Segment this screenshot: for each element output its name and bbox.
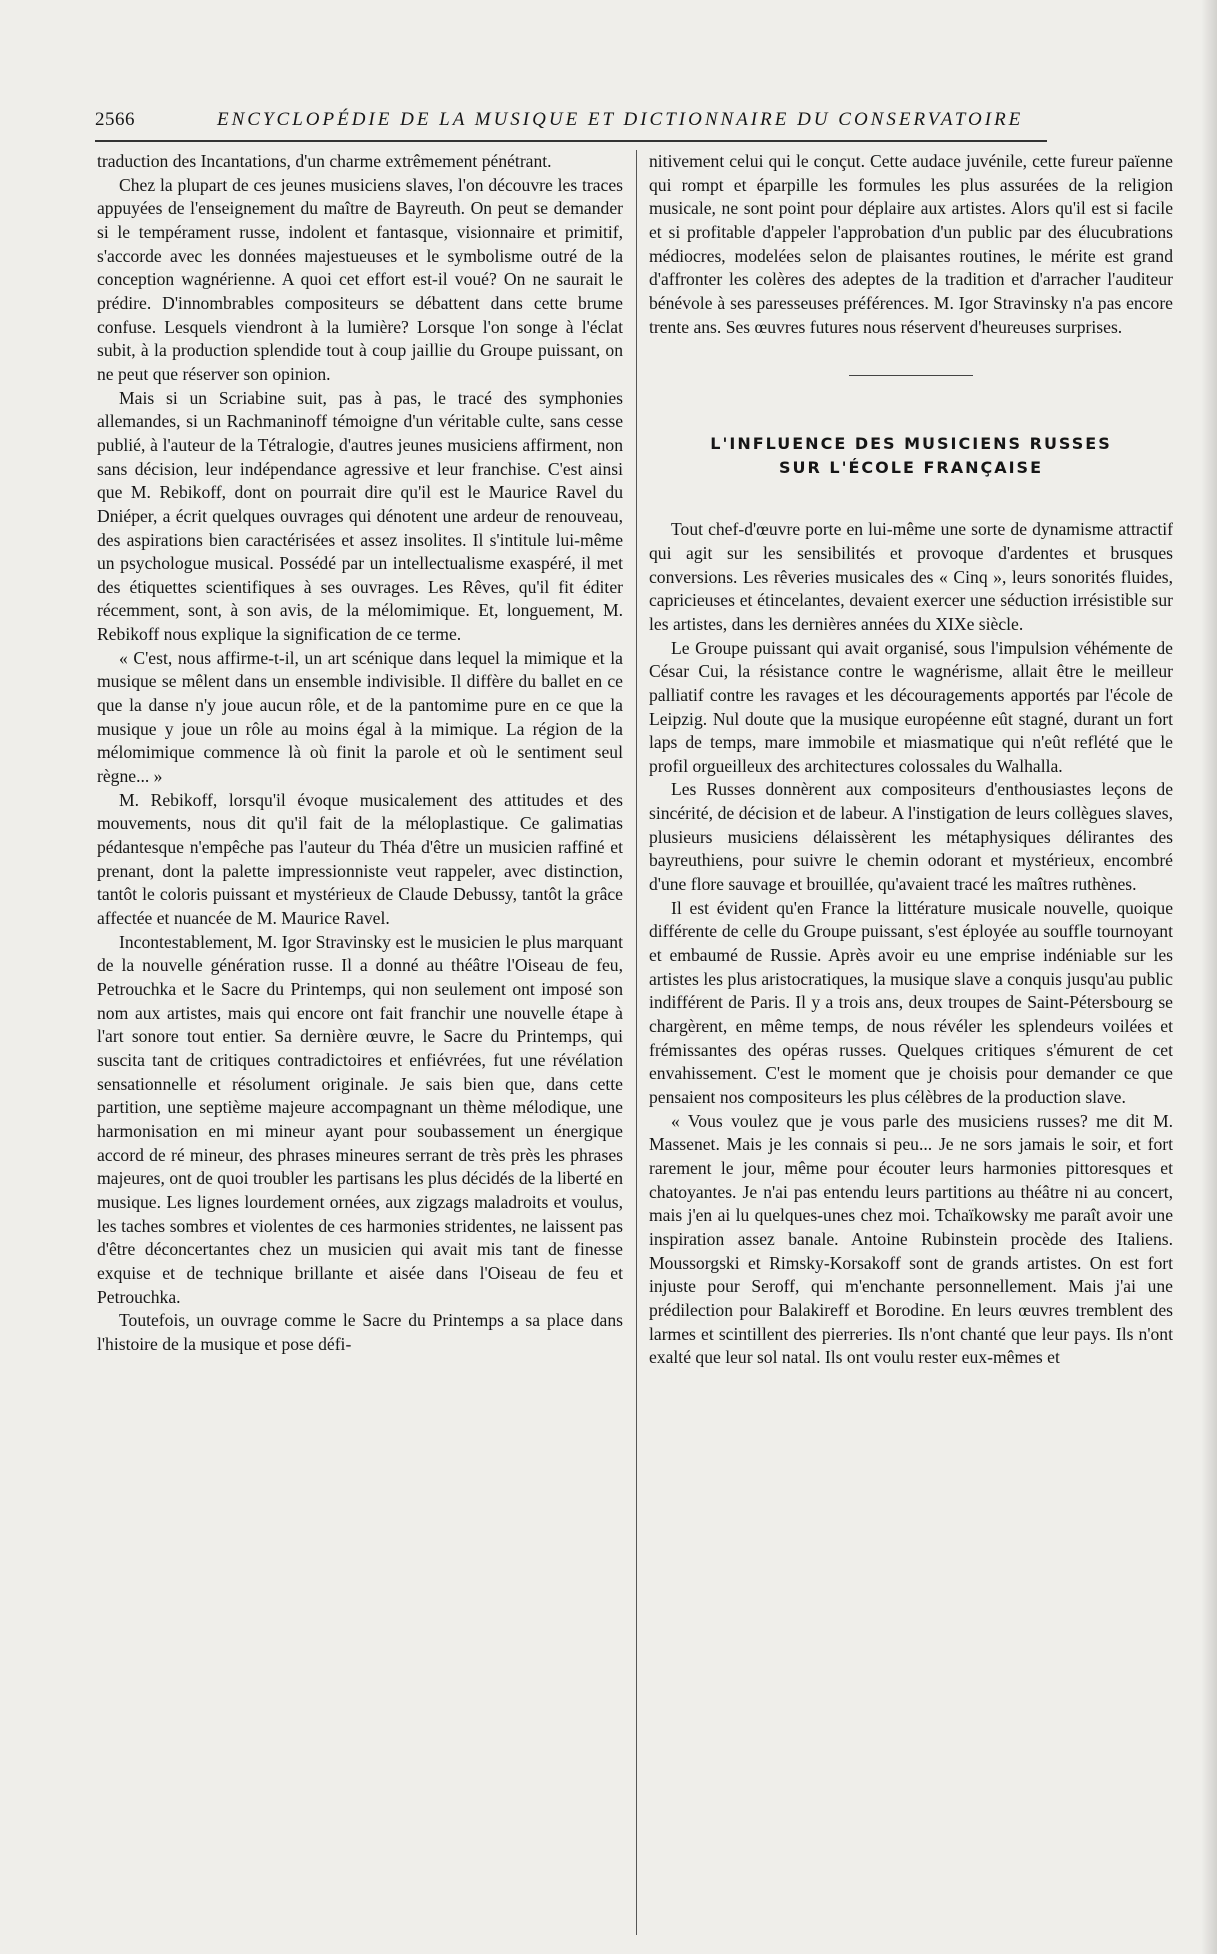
section-heading bbox=[649, 432, 1173, 480]
section-heading-line: L'INFLUENCE DES MUSICIENS RUSSES bbox=[710, 434, 1112, 454]
right-column bbox=[649, 150, 1173, 1940]
paragraph: Le Groupe puissant qui avait organisé, sous l'impulsion véhémente de César Cui, la résistance contre le wagnérisme, allait être le meilleur palliatif contre les ravages et les découragements apportés par l'école de Leipzig. Nul doute que la musique européenne eût stagné, durant un fort laps de temps, mare immobile et miasmatique qui n'eût reflété que le profil orgueilleux des architectures colossales du Walhalla. bbox=[649, 637, 1173, 776]
section-rule bbox=[849, 375, 973, 376]
paragraph: traduction des Incantations, d'un charme extrêmement pénétrant. bbox=[97, 151, 552, 171]
paragraph: Toutefois, un ouvrage comme le Sacre du Printemps a sa place dans l'histoire de la musique et pose défi- bbox=[97, 1310, 623, 1354]
paragraph: Mais si un Scriabine suit, pas à pas, le tracé des symphonies allemandes, si un Rachmaninoff témoigne d'un véritable culte, sans cesse publié, à l'auteur de la Tétralogie, d'autres jeunes musiciens affirment, non sans décision, leur indépendance agressive et leur franchise. C'est ainsi que M. Rebikoff, dont on pourrait dire qu'il est le Maurice Ravel du Dniéper, a écrit quelques ouvrages qui dénotent une ardeur de renouveau, des aspirations bien caractérisées et assez insolites. Il s'intitule lui-même un psychologue musical. Possédé par un intellectualisme exaspéré, il met des étiquettes scientifiques à ses ouvrages. Les Rêves, qu'il fit éditer récemment, sont, à son avis, de la mélomimique. Et, longuement, M. Rebikoff nous explique la signification de ce terme. bbox=[97, 387, 623, 645]
header-rule bbox=[95, 140, 1047, 142]
running-title: ENCYCLOPÉDIE DE LA MUSIQUE ET DICTIONNAIRE DU CONSERVATOIRE bbox=[217, 109, 1024, 130]
page-number: 2566 bbox=[95, 109, 135, 130]
paragraph: Incontestablement, M. Igor Stravinsky est le musicien le plus marquant de la nouvelle génération russe. Il a donné au théâtre l'Oiseau de feu, Petrouchka et le Sacre du Printemps, qui non seulement ont imposé son nom aux artistes, mais qui encore ont fait franchir une nouvelle étape à l'art sonore tout entier. Sa dernière œuvre, le Sacre du Printemps, qui suscita tant de critiques contradictoires et enfiévrées, fut une révélation sensationnelle et résolument originale. Je sais bien que, dans cette partition, une septième majeure accompagnant un thème mélodique, une harmonisation en mi mineur ayant pour soubassement un énergique accord de ré mineur, des phrases mineures serrant de très près les phrases majeures, ont de quoi troubler les partisans les plus décidés de la liberté en musique. Les lignes lourdement ornées, aux zigzags maladroits et voulus, les taches sombres et violentes de ces harmonies stridentes, ne laissent pas d'être déconcertantes chez un musicien qui avait mis tant de finesse exquise et de technique brillante et aisée dans l'Oiseau de feu et Petrouchka. bbox=[97, 931, 623, 1307]
paragraph: Les Russes donnèrent aux compositeurs d'enthousiastes leçons de sincérité, de décision et de labeur. A l'instigation de leurs collègues slaves, plusieurs musiciens délaissèrent les métaphysiques délirantes des bayreuthiens, pour suivre le chemin odorant et mystérieux, encombré d'une flore sauvage et brouillée, qu'avaient tracé les maîtres ruthènes. bbox=[649, 779, 1173, 895]
quote-paragraph: « C'est, nous affirme-t-il, un art scénique dans lequel la mimique et la musique se mêlent dans un ensemble indivisible. Il diffère du ballet en ce que la danse n'y joue aucun rôle, et de la pantomime pure en ce que la musique y joue un rôle au moins égal à la mimique. La région de la mélomimique commence là où finit la parole et où le sentiment seul règne... » bbox=[97, 647, 623, 787]
paragraph: nitivement celui qui le conçut. Cette audace juvénile, cette fureur païenne qui rompt et éparpille les formules les plus assurées de la religion musicale, ne sont point pour déplaire aux artistes. Alors qu'il est si facile et si profitable d'appeler l'approbation d'un public par des élucubrations médiocres, modelées selon de plaisantes routines, le mérite est grand d'affronter les colères des adeptes de la tradition et d'arracher l'auditeur bénévole à ses paresseuses préférences. M. Igor Stravinsky n'a pas encore trente ans. Ses œuvres futures nous réservent d'heureuses surprises. bbox=[649, 151, 1173, 337]
paragraph: Tout chef-d'œuvre porte en lui-même une sorte de dynamisme attractif qui agit sur les sensibilités et provoque d'ardentes et brusques conversions. Les rêveries musicales des « Cinq », leurs sonorités fluides, capricieuses et étincelantes, devaient exercer une séduction irrésistible sur les artistes, dans les dernières années du XIXe siècle. bbox=[649, 519, 1173, 634]
page-header bbox=[95, 109, 1045, 141]
paragraph: Il est évident qu'en France la littérature musicale nouvelle, quoique différente de celle du Groupe puissant, s'est éployée au souffle tournoyant et embaumé de Russie. Après avoir eu une emprise indéniable sur les artistes les plus aristocratiques, la musique slave a conquis jusqu'au public indifférent de Paris. Il y a trois ans, deux troupes de Saint-Pétersbourg se chargèrent, en même temps, de nous révéler les splendeurs voilées et frémissantes des opéras russes. Quelques critiques s'émurent de cet envahissement. C'est le moment que je choisis pour demander ce que pensaient nos compositeurs les plus célèbres de la production slave. bbox=[649, 897, 1173, 1107]
column-divider bbox=[636, 150, 637, 1935]
quote-paragraph: « Vous voulez que je vous parle des musiciens russes? me dit M. Massenet. Mais je les connais si peu... Je ne sors jamais le soir, et fort rarement le jour, même pour écouter leurs harmonies pittoresques et chatoyantes. Je n'ai pas entendu leurs partitions au théâtre ni au concert, mais j'en ai lu quelques-unes chez moi. Tchaïkowsky me paraît avoir une inspiration assez banale. Antoine Rubinstein procède des Italiens. Moussorgski et Rimsky-Korsakoff sont de grands artistes. On est fort injuste pour Seroff, qui m'enchante personnellement. Mais j'ai une prédilection pour Balakireff et Borodine. En leurs œuvres tremblent des larmes et scintillent des pierreries. Ils n'ont chanté que leur pays. Ils n'ont exalté que leur sol natal. Ils ont voulu rester eux-mêmes et bbox=[649, 1110, 1173, 1368]
paragraph: Chez la plupart de ces jeunes musiciens slaves, l'on découvre les traces appuyées de l'enseignement du maître de Bayreuth. On peut se demander si le tempérament russe, indolent et fantasque, visionnaire et primitif, s'accorde avec les données majestueuses et le symbolisme outré de la conception wagnérienne. A quoi cet effort est-il voué? On ne saurait le prédire. D'innombrables compositeurs se débattent dans cette brume confuse. Lesquels viendront à la lumière? Lorsque l'on songe à l'éclat subit, à la production splendide tout à coup jaillie du Groupe puissant, on ne peut que réserver son opinion. bbox=[97, 174, 623, 384]
paragraph: M. Rebikoff, lorsqu'il évoque musicalement des attitudes et des mouvements, nous dit qu'il fait de la méloplastique. Ce galimatias pédantesque n'empêche pas l'auteur du Théa d'être un musicien raffiné et prenant, dont la palette impressionniste veut rappeler, avec distinction, tantôt le coloris puissant et mystérieux de Claude Debussy, tantôt la grâce affectée et nuancée de M. Maurice Ravel. bbox=[97, 789, 623, 928]
section-heading-line: SUR L'ÉCOLE FRANÇAISE bbox=[778, 458, 1044, 478]
page-edge-shadow bbox=[1201, 0, 1217, 1954]
left-column bbox=[97, 150, 623, 1940]
